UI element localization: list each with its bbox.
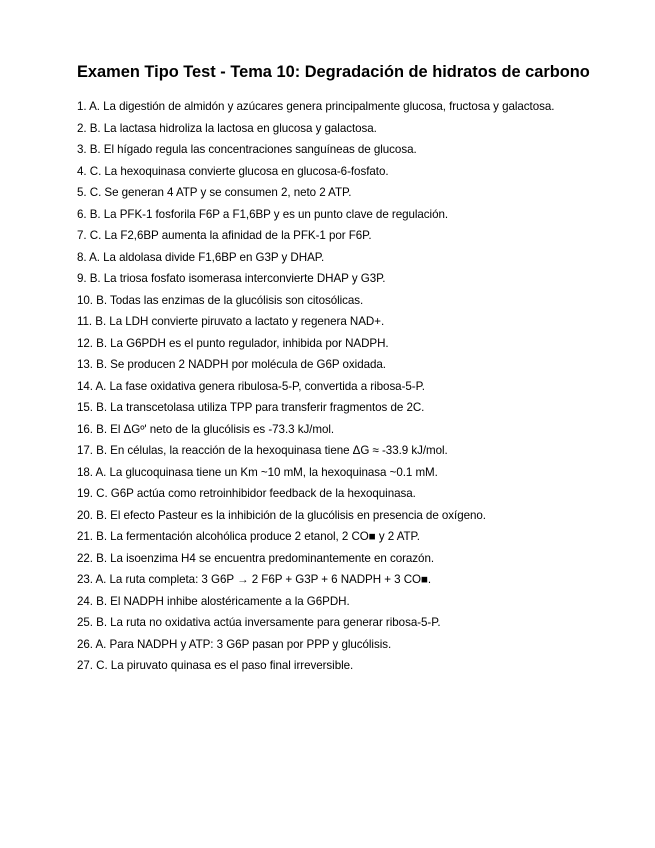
answer-item: 6. B. La PFK-1 fosforila F6P a F1,6BP y es un punto clave de regulación. [77, 207, 449, 221]
answer-item: 27. C. La piruvato quinasa es el paso final irreversible. [77, 659, 354, 672]
answer-item: 23. A. La ruta completa: 3 G6P → 2 F6P + G3P + 6 NADPH + 3 CO■. [77, 573, 432, 586]
answer-item: 20. B. El efecto Pasteur es la inhibición de la glucólisis en presencia de oxígeno. [77, 508, 486, 522]
answer-item: 26. A. Para NADPH y ATP: 3 G6P pasan por PPP y glucólisis. [77, 637, 392, 651]
answer-item: 10. B. Todas las enzimas de la glucólisis son citosólicas. [77, 293, 364, 307]
answer-item: 7. C. La F2,6BP aumenta la afinidad de la PFK-1 por F6P. [77, 229, 372, 242]
answer-item: 12. B. La G6PDH es el punto regulador, inhibida por NADPH. [77, 336, 389, 350]
answer-item: 1. A. La digestión de almidón y azúcares genera principalmente glucosa, fructosa y galactosa. [77, 100, 555, 113]
answer-item: 19. C. G6P actúa como retroinhibidor feedback de la hexoquinasa. [77, 487, 416, 500]
document-title: Examen Tipo Test - Tema 10: Degradación de hidratos de carbono [77, 63, 590, 81]
answer-item: 17. B. En células, la reacción de la hexoquinasa tiene ΔG ≈ -33.9 kJ/mol. [77, 444, 448, 457]
answer-item: 4. C. La hexoquinasa convierte glucosa en glucosa-6-fosfato. [77, 164, 389, 178]
answer-item: 15. B. La transcetolasa utiliza TPP para transferir fragmentos de 2C. [77, 401, 425, 414]
answer-item: 8. A. La aldolasa divide F1,6BP en G3P y DHAP. [77, 250, 325, 264]
answer-list [77, 96, 647, 677]
answer-item: 22. B. La isoenzima H4 se encuentra predominantemente en corazón. [77, 551, 435, 565]
answer-item: 14. A. La fase oxidativa genera ribulosa-5-P, convertida a ribosa-5-P. [77, 379, 425, 393]
answer-item: 3. B. El hígado regula las concentraciones sanguíneas de glucosa. [77, 143, 417, 156]
answer-item: 5. C. Se generan 4 ATP y se consumen 2, neto 2 ATP. [77, 186, 352, 199]
answer-item: 16. B. El ΔGº' neto de la glucólisis es -73.3 kJ/mol. [77, 422, 335, 436]
answer-item: 13. B. Se producen 2 NADPH por molécula de G6P oxidada. [77, 358, 386, 371]
answer-item: 21. B. La fermentación alcohólica produce 2 etanol, 2 CO■ y 2 ATP. [77, 530, 420, 543]
answer-item: 9. B. La triosa fosfato isomerasa interconvierte DHAP y G3P. [77, 272, 386, 285]
answer-item: 2. B. La lactasa hidroliza la lactosa en glucosa y galactosa. [77, 121, 377, 135]
answer-item: 25. B. La ruta no oxidativa actúa inversamente para generar ribosa-5-P. [77, 616, 441, 629]
answer-item: 24. B. El NADPH inhibe alostéricamente a la G6PDH. [77, 594, 350, 608]
answer-item: 18. A. La glucoquinasa tiene un Km ~10 mM, la hexoquinasa ~0.1 mM. [77, 465, 438, 479]
answer-item: 11. B. La LDH convierte piruvato a lactato y regenera NAD+. [77, 315, 385, 328]
